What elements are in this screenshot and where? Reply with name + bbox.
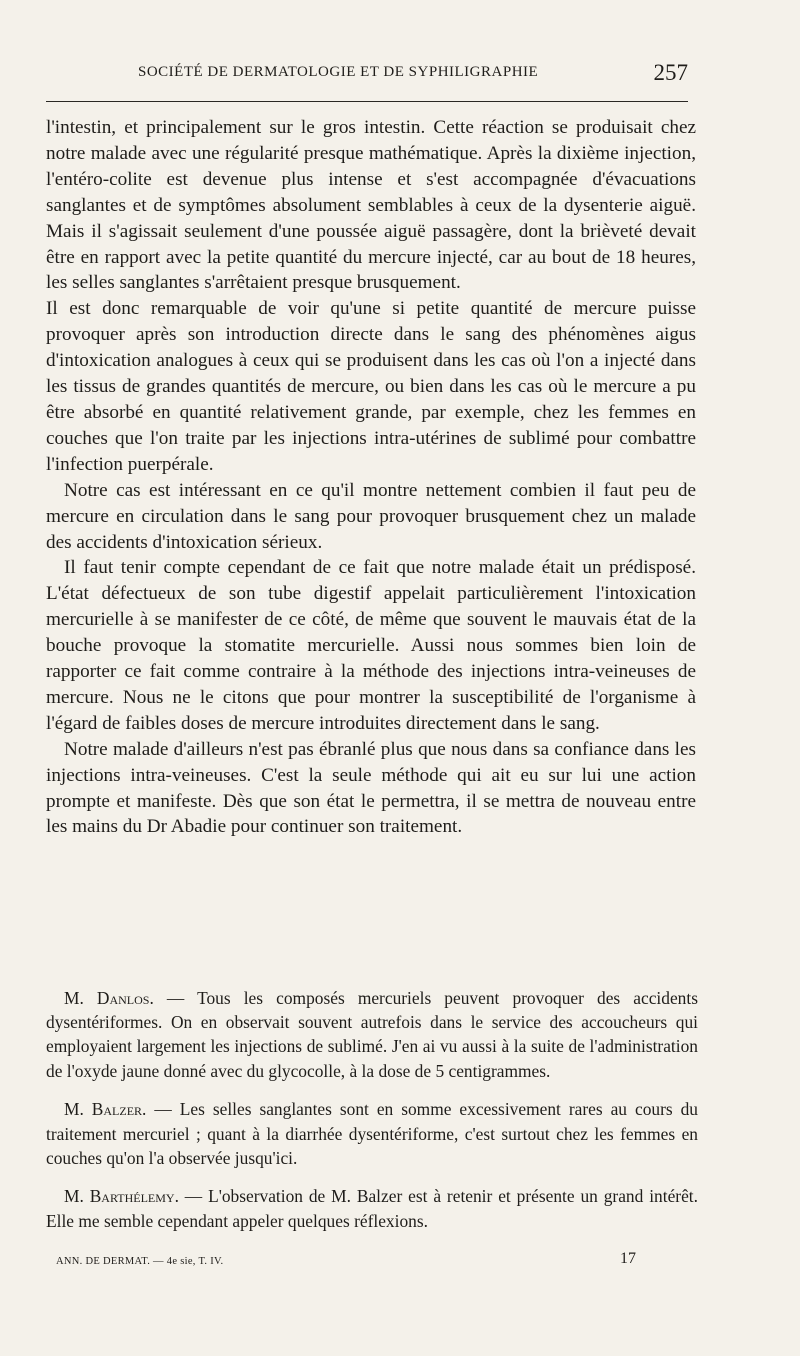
paragraph: Il est donc remarquable de voir qu'une si petite quantité de mercure puisse provoquer après son introduction directe dans le sang des phénomènes aigus d'intoxication analogues à ceux qui se produisent dans les cas où l'on a injecté dans les tissus de grandes quantités de mercure, ou bien dans les cas où le mercure a pu être absorbé en quantité relativement grande, par exemple, chez les femmes en couches que l'on traite par les injections intra-utérines de sublimé pour combattre l'infection puerpérale. [46,298,696,475]
paragraph: Notre cas est intéressant en ce qu'il montre nettement combien il faut peu de mercure en circulation dans le sang pour provoquer brusquement chez un malade des accidents d'intoxication sérieux. [46,479,696,553]
remark-text: — Les selles sanglantes sont en somme excessivement rares au cours du traitement mercuriel ; quant à la diarrhée dysentériforme, c'est surtout chez les femmes en couches qu'on l'a observée jusqu'ici. [46,1099,699,1168]
remark-text: — Tous les composés mercuriels peuvent provoquer des accidents dysentériformes. On en observait souvent autrefois dans le service des accoucheurs qui employaient largement les injections de sublimé. J'en ai vu aussi à la suite de l'administration de l'oxyde jaune donné avec du glycocolle, à la dose de 5 centigrammes. [46,988,698,1081]
discussion-remark [46,1097,698,1170]
speaker-name: M. Barthélemy. [64,1186,179,1207]
remark-text: — L'observation de M. Balzer est à retenir et présente un grand intérêt. Elle me semble cependant appeler quelques réflexions. [46,1186,698,1231]
signature-number: 17 [620,1250,636,1267]
body-text [46,115,696,840]
speaker-name: M. Balzer. [64,1099,147,1120]
header-rule [46,101,688,102]
discussion-remark [46,986,698,1083]
paragraph: l'intestin, et principalement sur le gros intestin. Cette réaction se produisait chez notre malade avec une régularité presque mathématique. Après la dixième injection, l'entéro-colite est devenue plus intense et s'est accompagnée d'évacuations sanglantes et de symptômes absolument semblables à ceux de la dysenterie aiguë. Mais il s'agissait seulement d'une poussée aiguë passagère, dont la brièveté devait être en rapport avec la petite quantité du mercure injecté, car au bout de 18 heures, les selles sanglantes s'arrêtaient presque brusquement. [46,117,696,294]
speaker-name: M. Danlos. [64,988,154,1008]
discussion-remark [46,1184,698,1232]
running-title: SOCIÉTÉ DE DERMATOLOGIE ET DE SYPHILIGRAPHIE [138,64,539,80]
paragraph: Notre malade d'ailleurs n'est pas ébranlé plus que nous dans sa confiance dans les injections intra-veineuses. C'est la seule méthode qui ait eu sur lui une action prompte et manifeste. Dès que son état le permettra, il se mettra de nouveau entre les mains du Dr Abadie pour continuer son traitement. [46,738,696,838]
running-head [46,60,688,90]
page-number: 257 [653,60,688,85]
page-footer [46,1250,666,1272]
journal-reference: ANN. DE DERMAT. — 4e sie, T. IV. [56,1256,224,1267]
discussion [46,986,698,1247]
paragraph: Il faut tenir compte cependant de ce fait que notre malade était un prédisposé. L'état défectueux de son tube digestif appelait particulièrement l'intoxication mercurielle à se manifester de ce côté, de même que souvent le mauvais état de la bouche provoque la stomatite mercurielle. Aussi nous sommes bien loin de rapporter ce fait comme contraire à la méthode des injections intra-veineuses de mercure. Nous ne le citons que pour montrer la susceptibilité de l'organisme à l'égard de faibles doses de mercure introduites directement dans le sang. [46,557,696,734]
